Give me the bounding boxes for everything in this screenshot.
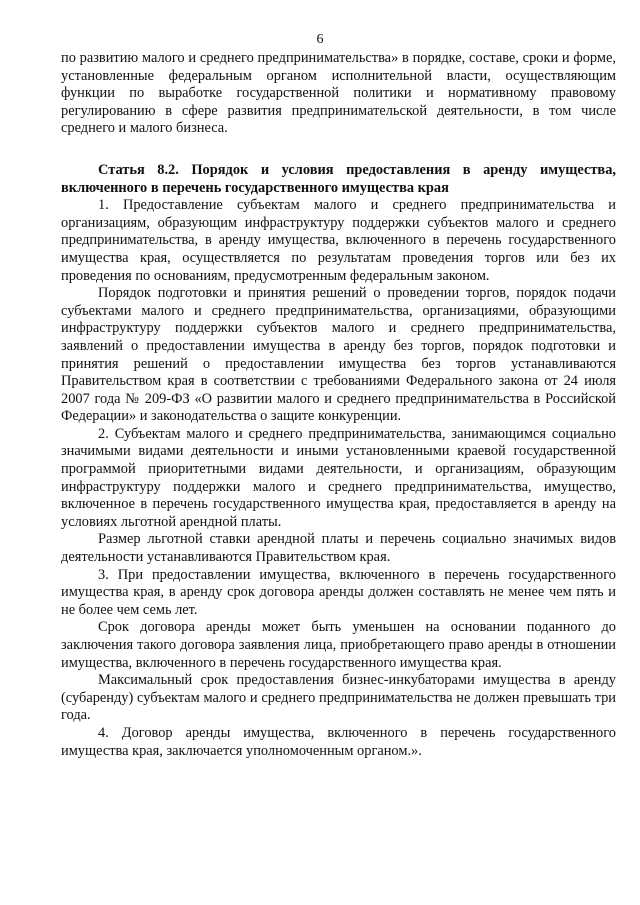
paragraph-3: 2. Субъектам малого и среднего предпринимательства, занимающимся социально значимыми видами деятельности и иными установленными краевой государственной программой приоритетными видами деятельности, и организациям, образующим инфраструктуру поддержки малого и среднего предпринимательства, имущество, включенное в перечень государственного имущества края, предоставляется в аренду на условиях льготной арендной платы. bbox=[61, 425, 616, 530]
intro-paragraph: по развитию малого и среднего предпринимательства» в порядке, составе, сроки и форме, установленные федеральным органом исполнительной власти, осуществляющим функции по выработке государственной политики и нормативному правовому регулированию в сфере развития предпринимательской деятельности, в том числе среднего и малого бизнеса. bbox=[61, 50, 616, 137]
paragraph-5: 3. При предоставлении имущества, включенного в перечень государственного имущества края, в аренду срок договора аренды должен составлять не менее чем пять и не более чем семь лет. bbox=[61, 566, 616, 618]
paragraph-2: Порядок подготовки и принятия решений о проведении торгов, порядок подачи субъектами малого и среднего предпринимательства, организациями, образующими инфраструктуру поддержки субъектов малого и среднего предпринимательства, заявлений о предоставлении имущества в аренду без торгов, порядок подготовки и принятия решений о предоставлении имущества без торгов устанавливаются Правительством края в соответствии с требованиями Федерального закона от 24 июля 2007 года № 209-ФЗ «О развитии малого и среднего предпринимательства в Российской Федерации» и законодательства о защите конкуренции. bbox=[61, 285, 616, 425]
document-body bbox=[61, 50, 616, 760]
paragraph-1: 1. Предоставление субъектам малого и среднего предпринимательства и организациям, образующим инфраструктуру поддержки субъектов малого и среднего предпринимательства, в аренду имущества, включенного в перечень государственного имущества края, осуществляется по результатам проведения торгов или без их проведения по основаниям, предусмотренным федеральным законом. bbox=[61, 197, 616, 284]
article-heading: Статья 8.2. Порядок и условия предоставления в аренду имущества, включенного в перечень государственного имущества края bbox=[61, 161, 616, 196]
paragraph-4: Размер льготной ставки арендной платы и перечень социально значимых видов деятельности устанавливаются Правительством края. bbox=[61, 531, 616, 566]
paragraph-6: Срок договора аренды может быть уменьшен на основании поданного до заключения такого договора заявления лица, приобретающего право аренды в отношении имущества, включенного в перечень государственного имущества края. bbox=[61, 619, 616, 671]
paragraph-8: 4. Договор аренды имущества, включенного в перечень государственного имущества края, заключается уполномоченным органом.». bbox=[61, 724, 616, 759]
page-number: 6 bbox=[316, 32, 324, 47]
paragraph-7: Максимальный срок предоставления бизнес-инкубаторами имущества в аренду (субаренду) субъектам малого и среднего предпринимательства не должен превышать три года. bbox=[61, 672, 616, 724]
